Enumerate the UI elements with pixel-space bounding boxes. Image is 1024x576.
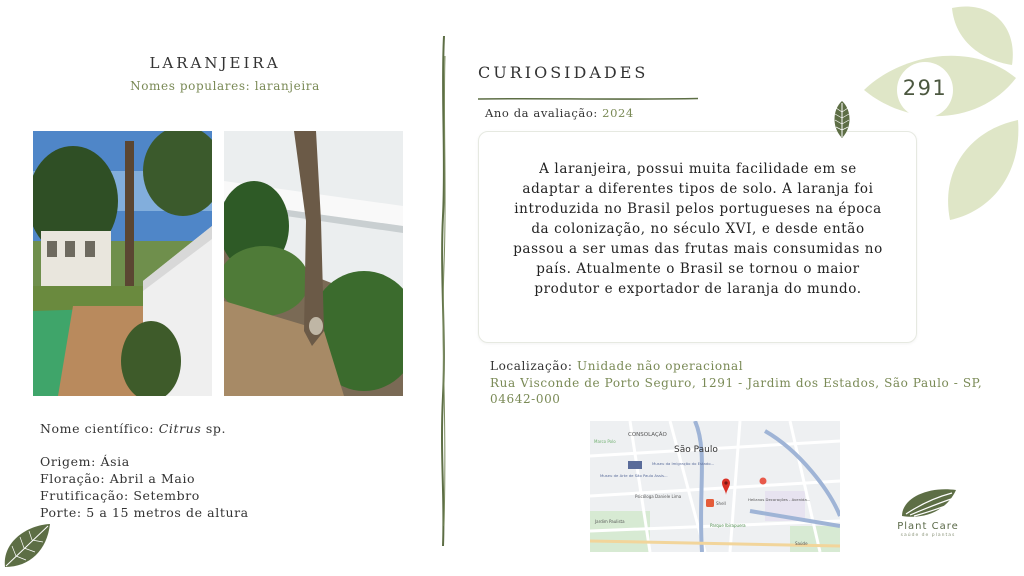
map-label-jardim: Jardim Paulista [595,519,625,524]
location-status [490,359,743,373]
location-map[interactable] [590,421,840,552]
scientific-name-label: Nome científico: [40,421,155,436]
plant-title: LARANJEIRA [149,54,281,72]
map-label-consolacao: CONSOLAÇÃO [628,432,667,438]
map-label-psicologa: Psicóloga Daniele Lima [635,494,682,499]
popular-names-value: laranjeira [254,79,320,93]
map-label-parque: Parque Ibirapuera [710,523,746,528]
location-label: Localização: [490,359,573,373]
location-address: Rua Visconde de Porto Seguro, 1291 - Jardim dos Estados, São Paulo - SP, 04642-000 [490,376,983,406]
small-leaf-icon [832,100,852,140]
curiosities-title: CURIOSIDADES [478,63,649,82]
popular-names-label: Nomes populares: [130,79,251,93]
map-label-sao-paulo: São Paulo [674,445,718,455]
size-line: Porte: 5 a 15 metros de altura [40,505,249,520]
map-label-shell: Shell [716,501,726,506]
scientific-name [40,420,226,437]
logo-tagline: saúde de plantas [900,533,956,538]
plant-photo-garden [33,131,212,396]
location-status-value: Unidade não operacional [577,359,744,373]
column-divider [438,36,450,546]
decorative-leaves [860,0,1024,230]
map-label-heliomar: Helianos Decorações - Avenida... [748,497,811,502]
origin-line: Origem: Ásia [40,454,130,469]
map-label-marco: Marco Polo [594,439,616,444]
evaluation-year [485,106,634,120]
evaluation-year-value: 2024 [602,106,634,120]
popular-names [40,79,410,93]
plant-photo-trunk [224,131,403,396]
title-underline [478,86,698,90]
scientific-name-genus: Citrus [158,421,202,436]
map-label-museu: Museu de Arte de São Paulo Assis... [600,473,668,478]
scientific-name-suffix: sp. [205,421,227,436]
museum-icon [628,461,642,469]
map-label-saude: Saúde [795,541,808,546]
shop-pin-icon [760,478,767,485]
fruiting-line: Frutificação: Setembro [40,488,200,503]
evaluation-year-label: Ano da avaliação: [485,106,598,120]
curiosities-text: A laranjeira, possui muita facilidade em se adaptar a diferentes tipos de solo. A laranja foi introduzida no Brasil pelos portugueses na época da colonização, no século XVI, e desde então passou a ser umas das frutas mais consumidas no país. Atualmente o Brasil se tornou o maior produtor e exportador de laranja do mundo. [513,161,883,297]
logo-name: Plant Care [897,521,959,532]
flowering-line: Floração: Abril a Maio [40,471,196,486]
map-label-imigracao: Museu da Imigração do Estado... [652,461,715,466]
page-number-badge: 291 [902,76,948,100]
gas-station-icon [706,499,714,507]
bottom-leaf-icon [2,522,52,570]
